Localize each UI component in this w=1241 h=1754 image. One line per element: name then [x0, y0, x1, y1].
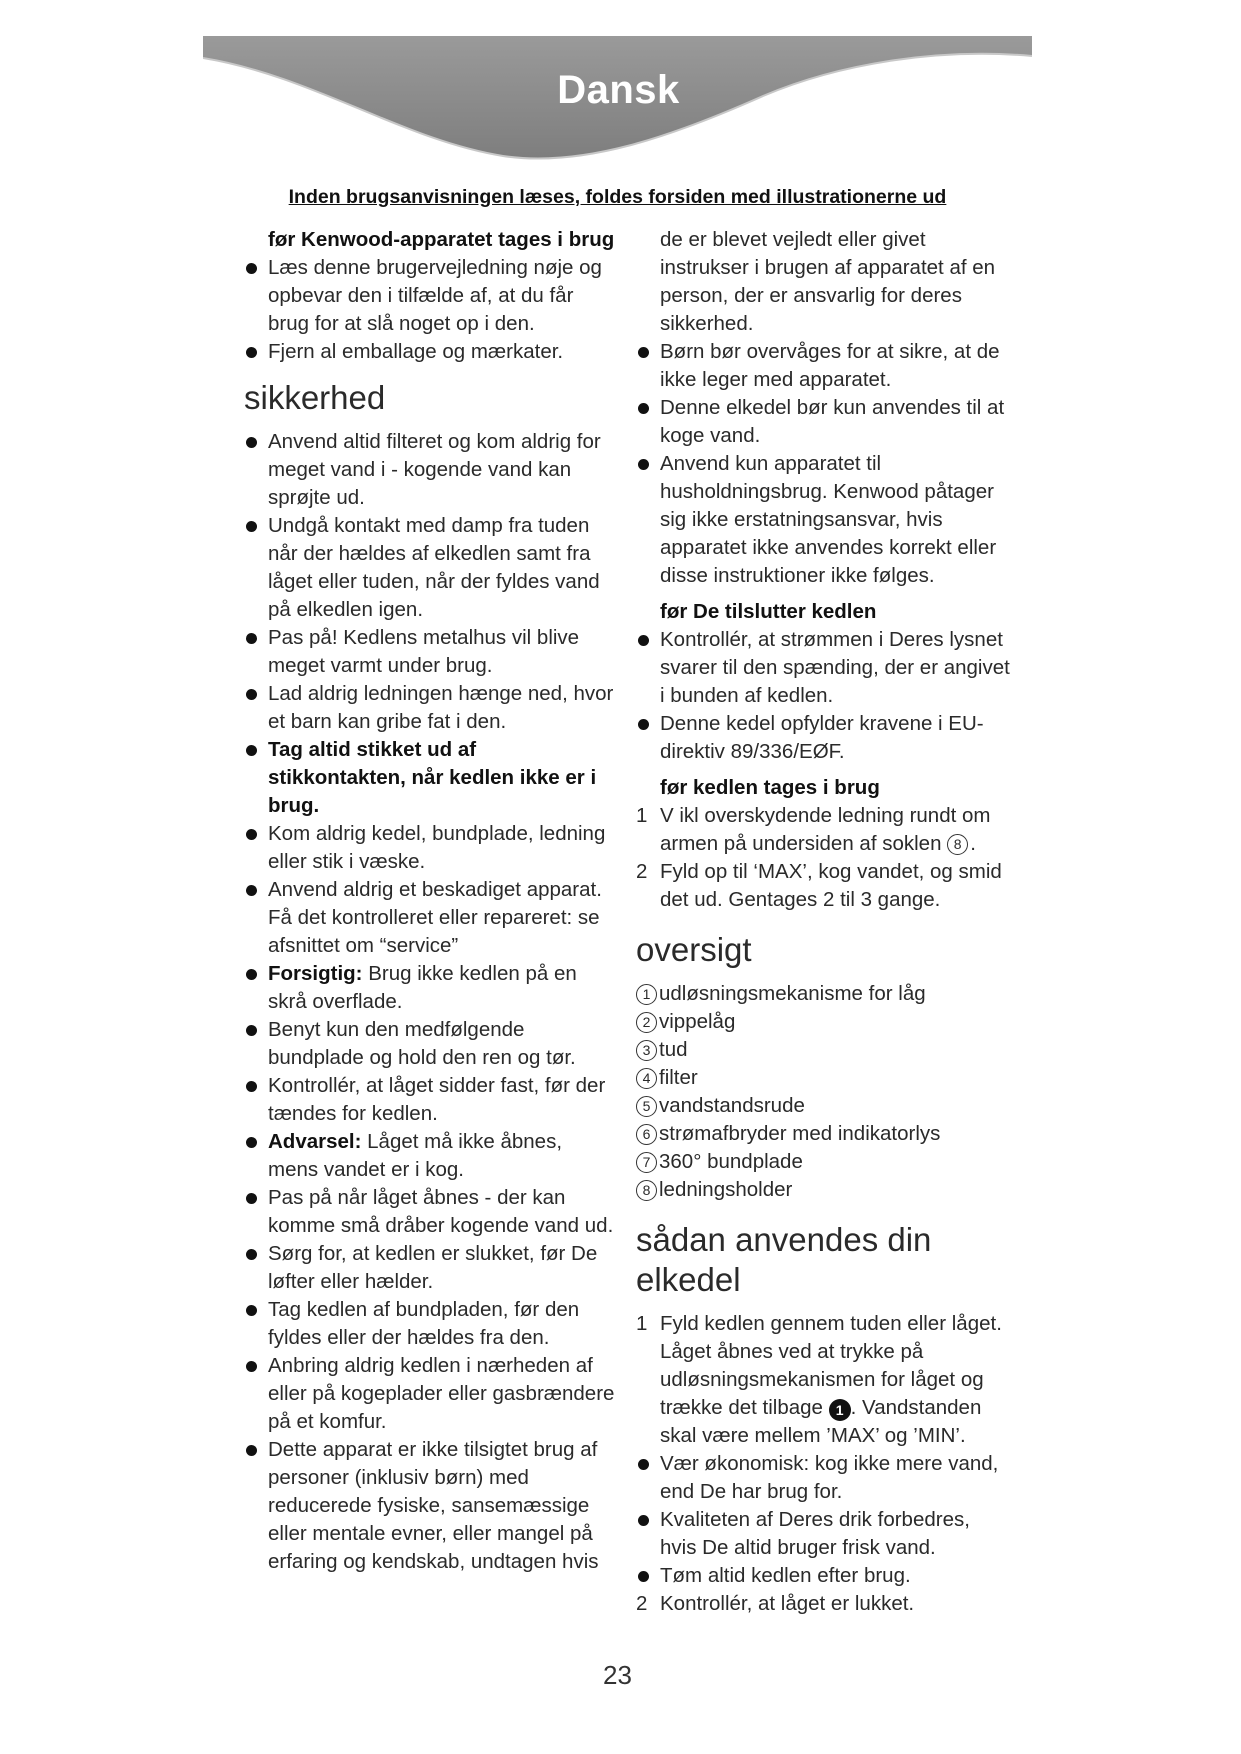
section-heading-usage: sådan anvendes din elkedel	[636, 1221, 932, 1298]
list-item: Anbring aldrig kedlen i nærheden af eller på kogeplader eller gasbrændere på et komfur.	[244, 1352, 616, 1436]
page-title: Dansk	[557, 68, 680, 112]
section-subheading: før Kenwood-apparatet tages i brug	[268, 228, 615, 251]
list-item: Pas på! Kedlens metalhus vil blive meget varmt under brug.	[244, 624, 616, 680]
bullet-icon	[638, 719, 649, 730]
ref-1-icon: 1	[829, 1399, 851, 1421]
list-item: Kontrollér, at låget sidder fast, før der tændes for kedlen.	[244, 1072, 616, 1128]
bullet-icon	[246, 745, 257, 756]
list-item: Sørg for, at kedlen er slukket, før De løfter eller hælder.	[244, 1240, 616, 1296]
overview-item: 4 filter	[636, 1064, 1010, 1092]
numbered-step: 1 Fyld kedlen gennem tuden eller låget. Låget åbnes ved at trykke på udløsningsmekanismen for låget og trække det tilbage 1 . Vandstanden skal være mellem ’MAX’ og ’MIN’.	[636, 1312, 1002, 1447]
section-subheading: før kedlen tages i brug	[660, 776, 880, 799]
list-item: Anvend aldrig et beskadiget apparat. Få det kontrolleret eller repareret: se afsnittet om “service”	[244, 876, 616, 960]
fold-notice: Inden brugsanvisningen læses, foldes forsiden med illustrationerne ud	[288, 186, 947, 208]
bullet-icon	[246, 633, 257, 644]
bullet-icon	[638, 347, 649, 358]
bullet-icon	[638, 635, 649, 646]
bullet-icon	[246, 347, 257, 358]
list-item: Læs denne brugervejledning nøje og opbevar den i tilfælde af, at du får brug for at slå noget op i den.	[244, 254, 616, 338]
list-item: Anvend altid filteret og kom aldrig for meget vand i - kogende vand kan sprøjte ud.	[244, 428, 616, 512]
list-item-continuation: de er blevet vejledt eller givet instrukser i brugen af apparatet af en person, der er ansvarlig for deres sikkerhed.	[660, 228, 996, 335]
bullet-icon	[246, 969, 257, 980]
list-item: Tøm altid kedlen efter brug.	[636, 1562, 1010, 1590]
list-item: Vær økonomisk: kog ikke mere vand, end De har brug for.	[636, 1450, 1010, 1506]
bullet-icon	[638, 403, 649, 414]
list-item: Benyt kun den medfølgende bundplade og hold den ren og tør.	[244, 1016, 616, 1072]
list-item: Kvaliteten af Deres drik forbedres, hvis De altid bruger frisk vand.	[636, 1506, 1010, 1562]
bullet-icon	[638, 1515, 649, 1526]
bullet-icon	[246, 885, 257, 896]
list-item: Dette apparat er ikke tilsigtet brug af personer (inklusiv børn) med reducerede fysiske, sansemæssige eller mentale evner, eller mangel på erfaring og kendskab, undtagen hvis	[244, 1436, 616, 1576]
section-heading-safety: sikkerhed	[244, 379, 386, 416]
bullet-icon	[246, 1361, 257, 1372]
bullet-icon	[246, 1081, 257, 1092]
overview-item: 8 ledningsholder	[636, 1176, 1010, 1204]
list-item: Pas på når låget åbnes - der kan komme små dråber kogende vand ud.	[244, 1184, 616, 1240]
bullet-icon	[246, 1193, 257, 1204]
list-item: Tag altid stikket ud af stikkontakten, når kedlen ikke er i brug.	[244, 736, 616, 820]
list-item: Denne elkedel bør kun anvendes til at koge vand.	[636, 394, 1010, 450]
bullet-icon	[246, 521, 257, 532]
list-item: Forsigtig: Brug ikke kedlen på en skrå overflade.	[244, 960, 616, 1016]
section-heading-overview: oversigt	[636, 931, 752, 968]
list-item: Anvend kun apparatet til husholdningsbrug. Kenwood påtager sig ikke erstatningsansvar, hvis apparatet ikke anvendes korrekt eller disse instruktioner ikke følges.	[636, 450, 1010, 590]
bullet-icon	[246, 1137, 257, 1148]
bullet-icon	[246, 829, 257, 840]
left-column	[244, 226, 616, 1576]
overview-item: 6 strømafbryder med indikatorlys	[636, 1120, 1010, 1148]
list-item: Fjern al emballage og mærkater.	[244, 338, 616, 366]
overview-item: 1 udløsningsmekanisme for låg	[636, 980, 1010, 1008]
list-item: Kom aldrig kedel, bundplade, ledning eller stik i væske.	[244, 820, 616, 876]
right-column	[636, 226, 1010, 1618]
bullet-icon	[246, 1025, 257, 1036]
bullet-icon	[246, 1305, 257, 1316]
list-item: Denne kedel opfylder kravene i EU-direktiv 89/336/EØF.	[636, 710, 1010, 766]
numbered-step: 2 Kontrollér, at låget er lukket.	[636, 1592, 915, 1615]
list-item: Advarsel: Låget må ikke åbnes, mens vandet er i kog.	[244, 1128, 616, 1184]
list-item: Børn bør overvåges for at sikre, at de ikke leger med apparatet.	[636, 338, 1010, 394]
bullet-icon	[246, 263, 257, 274]
bullet-icon	[638, 1571, 649, 1582]
bullet-icon	[638, 1459, 649, 1470]
overview-item: 7 360° bundplade	[636, 1148, 1010, 1176]
list-item: Tag kedlen af bundpladen, før den fyldes eller der hældes fra den.	[244, 1296, 616, 1352]
overview-item: 5 vandstandsrude	[636, 1092, 1010, 1120]
list-item: Kontrollér, at strømmen i Deres lysnet svarer til den spænding, der er angivet i bunden af kedlen.	[636, 626, 1010, 710]
section-subheading: før De tilslutter kedlen	[660, 600, 877, 623]
bullet-icon	[638, 459, 649, 470]
page-number: 23	[603, 1660, 632, 1690]
list-item: Lad aldrig ledningen hænge ned, hvor et barn kan gribe fat i den.	[244, 680, 616, 736]
numbered-step: 2 Fyld op til ‘MAX’, kog vandet, og smid det ud. Gentages 2 til 3 gange.	[636, 860, 1002, 911]
list-item: Undgå kontakt med damp fra tuden når der hældes af elkedlen samt fra låget eller tuden, når der fyldes vand på elkedlen igen.	[244, 512, 616, 624]
ref-8-icon: 8	[947, 834, 968, 855]
overview-item: 3 tud	[636, 1036, 1010, 1064]
bullet-icon	[246, 1445, 257, 1456]
bullet-icon	[246, 437, 257, 448]
overview-item: 2 vippelåg	[636, 1008, 1010, 1036]
bullet-icon	[246, 689, 257, 700]
numbered-step: 1 V ikl overskydende ledning rundt om armen på undersiden af soklen 8 .	[636, 804, 991, 855]
bullet-icon	[246, 1249, 257, 1260]
